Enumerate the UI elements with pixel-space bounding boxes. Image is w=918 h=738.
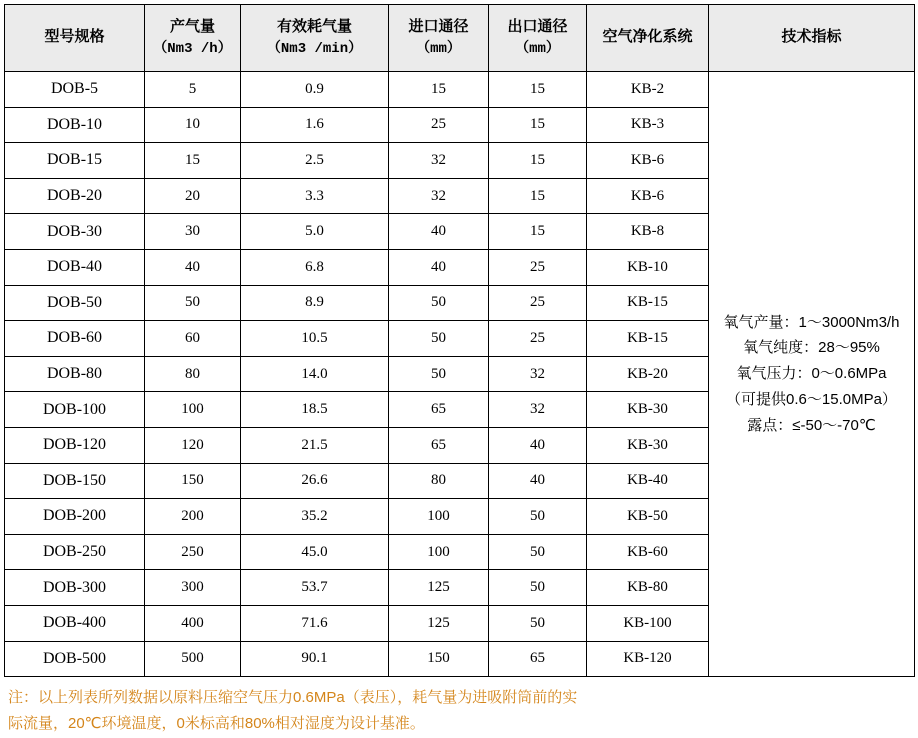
header-output-line2: （Nm3 /h） (153, 40, 232, 57)
cell-output: 120 (145, 427, 241, 463)
cell-model: DOB-120 (5, 427, 145, 463)
cell-output: 50 (145, 285, 241, 321)
cell-purification: KB-50 (587, 499, 709, 535)
cell-model: DOB-500 (5, 641, 145, 677)
cell-output: 500 (145, 641, 241, 677)
cell-inlet: 100 (389, 534, 489, 570)
cell-model: DOB-30 (5, 214, 145, 250)
cell-model: DOB-40 (5, 249, 145, 285)
cell-inlet: 40 (389, 214, 489, 250)
cell-purification: KB-2 (587, 72, 709, 108)
cell-outlet: 50 (489, 570, 587, 606)
cell-outlet: 40 (489, 463, 587, 499)
header-tech-spec-line1: 技术指标 (781, 29, 842, 46)
cell-model: DOB-20 (5, 178, 145, 214)
cell-outlet: 15 (489, 214, 587, 250)
cell-inlet: 50 (389, 321, 489, 357)
tech-spec-line: 露点：≤-50～-70℃ (747, 416, 876, 434)
cell-outlet: 32 (489, 392, 587, 428)
cell-purification: KB-3 (587, 107, 709, 143)
cell-consumption: 26.6 (241, 463, 389, 499)
cell-output: 80 (145, 356, 241, 392)
cell-consumption: 53.7 (241, 570, 389, 606)
header-purification-line1: 空气净化系统 (602, 29, 693, 46)
cell-output: 250 (145, 534, 241, 570)
header-model (5, 5, 145, 72)
cell-inlet: 32 (389, 143, 489, 179)
cell-consumption: 0.9 (241, 72, 389, 108)
cell-tech-spec (709, 72, 915, 677)
cell-inlet: 50 (389, 285, 489, 321)
cell-purification: KB-30 (587, 392, 709, 428)
cell-consumption: 1.6 (241, 107, 389, 143)
cell-inlet: 15 (389, 72, 489, 108)
footnote-line-2: 际流量，20℃环境温度，0米标高和80%相对湿度为设计基准。 (8, 715, 425, 733)
cell-inlet: 125 (389, 605, 489, 641)
header-inlet-line1: 进口通径 (408, 18, 469, 35)
cell-model: DOB-80 (5, 356, 145, 392)
cell-outlet: 50 (489, 534, 587, 570)
tech-spec-line: 氧气产量：1～3000Nm3/h (723, 313, 900, 331)
header-consumption-line2: （Nm3 /min） (266, 40, 363, 57)
cell-output: 200 (145, 499, 241, 535)
cell-purification: KB-20 (587, 356, 709, 392)
cell-purification: KB-6 (587, 143, 709, 179)
cell-model: DOB-400 (5, 605, 145, 641)
cell-outlet: 15 (489, 178, 587, 214)
cell-purification: KB-15 (587, 321, 709, 357)
cell-inlet: 50 (389, 356, 489, 392)
cell-output: 5 (145, 72, 241, 108)
header-consumption-line1: 有效耗气量 (276, 18, 352, 35)
cell-outlet: 15 (489, 143, 587, 179)
cell-inlet: 32 (389, 178, 489, 214)
cell-output: 60 (145, 321, 241, 357)
cell-consumption: 5.0 (241, 214, 389, 250)
cell-purification: KB-120 (587, 641, 709, 677)
cell-purification: KB-15 (587, 285, 709, 321)
cell-output: 20 (145, 178, 241, 214)
header-purification (587, 5, 709, 72)
cell-model: DOB-250 (5, 534, 145, 570)
cell-outlet: 15 (489, 72, 587, 108)
cell-model: DOB-10 (5, 107, 145, 143)
cell-output: 150 (145, 463, 241, 499)
cell-output: 40 (145, 249, 241, 285)
cell-outlet: 25 (489, 285, 587, 321)
cell-consumption: 8.9 (241, 285, 389, 321)
cell-model: DOB-15 (5, 143, 145, 179)
footnote-line-1: 注：以上列表所列数据以原料压缩空气压力0.6MPa（表压），耗气量为进吸附筒前的实 (8, 689, 578, 707)
cell-model: DOB-5 (5, 72, 145, 108)
cell-consumption: 90.1 (241, 641, 389, 677)
header-inlet-line2: （mm） (416, 40, 461, 57)
cell-outlet: 65 (489, 641, 587, 677)
tech-spec-line: （可提供0.6～15.0MPa） (726, 390, 897, 408)
cell-output: 100 (145, 392, 241, 428)
cell-inlet: 65 (389, 427, 489, 463)
cell-inlet: 125 (389, 570, 489, 606)
header-outlet (489, 5, 587, 72)
cell-consumption: 71.6 (241, 605, 389, 641)
cell-consumption: 18.5 (241, 392, 389, 428)
table-row (5, 72, 915, 108)
cell-consumption: 10.5 (241, 321, 389, 357)
cell-output: 15 (145, 143, 241, 179)
cell-output: 30 (145, 214, 241, 250)
cell-inlet: 80 (389, 463, 489, 499)
cell-outlet: 15 (489, 107, 587, 143)
header-inlet (389, 5, 489, 72)
header-model-line1: 型号规格 (44, 29, 105, 46)
header-row (5, 5, 915, 72)
cell-inlet: 65 (389, 392, 489, 428)
cell-inlet: 100 (389, 499, 489, 535)
table-body (5, 72, 915, 677)
header-consumption (241, 5, 389, 72)
tech-spec-line: 氧气纯度：28～95% (743, 339, 880, 357)
cell-purification: KB-80 (587, 570, 709, 606)
footnote (4, 683, 914, 738)
cell-outlet: 50 (489, 605, 587, 641)
header-output (145, 5, 241, 72)
cell-model: DOB-100 (5, 392, 145, 428)
cell-model: DOB-60 (5, 321, 145, 357)
cell-output: 10 (145, 107, 241, 143)
cell-purification: KB-30 (587, 427, 709, 463)
cell-consumption: 21.5 (241, 427, 389, 463)
cell-model: DOB-150 (5, 463, 145, 499)
cell-output: 300 (145, 570, 241, 606)
header-output-line1: 产气量 (169, 18, 215, 35)
cell-model: DOB-50 (5, 285, 145, 321)
header-outlet-line2: （mm） (515, 40, 560, 57)
cell-outlet: 25 (489, 249, 587, 285)
cell-model: DOB-300 (5, 570, 145, 606)
header-outlet-line1: 出口通径 (507, 18, 568, 35)
cell-consumption: 35.2 (241, 499, 389, 535)
cell-consumption: 3.3 (241, 178, 389, 214)
cell-outlet: 25 (489, 321, 587, 357)
cell-purification: KB-100 (587, 605, 709, 641)
cell-outlet: 40 (489, 427, 587, 463)
specification-table (4, 4, 915, 677)
header-tech-spec (709, 5, 915, 72)
cell-model: DOB-200 (5, 499, 145, 535)
cell-consumption: 2.5 (241, 143, 389, 179)
cell-outlet: 32 (489, 356, 587, 392)
cell-purification: KB-60 (587, 534, 709, 570)
cell-consumption: 6.8 (241, 249, 389, 285)
cell-purification: KB-40 (587, 463, 709, 499)
cell-consumption: 45.0 (241, 534, 389, 570)
cell-consumption: 14.0 (241, 356, 389, 392)
cell-purification: KB-6 (587, 178, 709, 214)
table-header (5, 5, 915, 72)
tech-spec-line: 氧气压力：0～0.6MPa (736, 365, 887, 383)
cell-output: 400 (145, 605, 241, 641)
cell-purification: KB-10 (587, 249, 709, 285)
cell-inlet: 150 (389, 641, 489, 677)
cell-inlet: 25 (389, 107, 489, 143)
cell-outlet: 50 (489, 499, 587, 535)
cell-inlet: 40 (389, 249, 489, 285)
cell-purification: KB-8 (587, 214, 709, 250)
